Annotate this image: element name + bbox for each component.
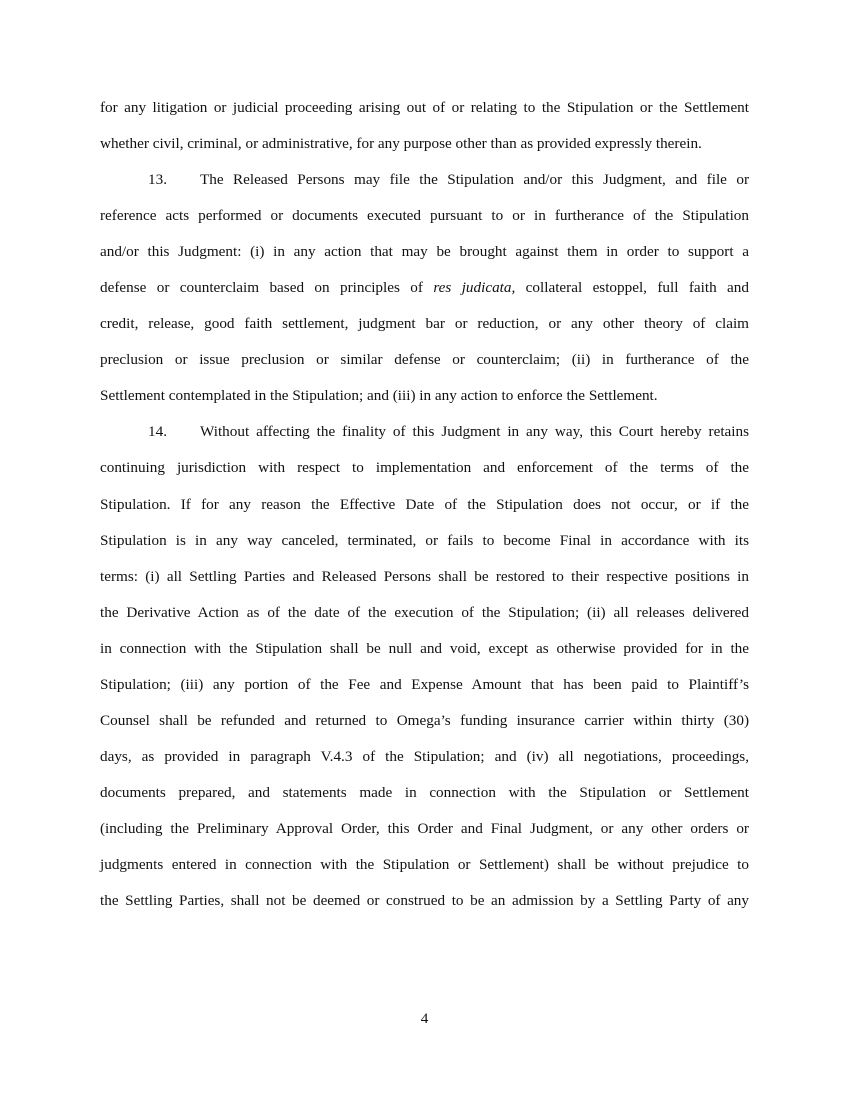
text-line: (including the Preliminary Approval Order, this Order and Final Judgment, or any other orders or [100, 819, 749, 837]
text-line: Counsel shall be refunded and returned to Omega’s funding insurance carrier within thirty (30) [100, 711, 749, 729]
text-line-with-italic [100, 273, 749, 309]
text-line: whether civil, criminal, or administrative, for any purpose other than as provided expressly therein. [100, 135, 702, 153]
text-span: The Released Persons may file the Stipulation and/or this Judgment, and file or [200, 171, 749, 189]
text-line: and/or this Judgment: (i) in any action that may be brought against them in order to support a [100, 243, 749, 261]
text-line: for any litigation or judicial proceeding arising out of or relating to the Stipulation or the Settlement [100, 99, 749, 116]
paragraph-14-first-line [100, 417, 749, 453]
text-line: judgments entered in connection with the Stipulation or Settlement) shall be without prejudice to [100, 855, 749, 873]
paragraph-14-number: 14. [148, 423, 167, 441]
document-page [100, 93, 749, 922]
text-line: Settlement contemplated in the Stipulation; and (iii) in any action to enforce the Settlement. [100, 387, 658, 405]
page-number: 4 [420, 1010, 429, 1027]
text-line: the Settling Parties, shall not be deemed or construed to be an admission by a Settling Party of any [100, 892, 749, 910]
text-span: Without affecting the finality of this Judgment in any way, this Court hereby retains [200, 423, 749, 441]
text-line: Stipulation is in any way canceled, terminated, or fails to become Final in accordance with its [100, 531, 749, 549]
text-span: collateral estoppel, full faith and [515, 279, 749, 297]
italic-term-res-judicata: res judicata, [433, 279, 516, 297]
text-line: the Derivative Action as of the date of the execution of the Stipulation; (ii) all releases delivered [100, 603, 749, 621]
text-line: days, as provided in paragraph V.4.3 of the Stipulation; and (iv) all negotiations, proceedings, [100, 747, 749, 765]
text-line: continuing jurisdiction with respect to implementation and enforcement of the terms of the [100, 459, 749, 477]
text-line: reference acts performed or documents executed pursuant to or in furtherance of the Stipulation [100, 207, 749, 225]
text-line: Stipulation; (iii) any portion of the Fee and Expense Amount that has been paid to Plaintiff’s [100, 675, 749, 693]
text-line: documents prepared, and statements made in connection with the Stipulation or Settlement [100, 783, 749, 801]
text-line: credit, release, good faith settlement, judgment bar or reduction, or any other theory of claim [100, 315, 749, 333]
text-line: preclusion or issue preclusion or similar defense or counterclaim; (ii) in furtherance of the [100, 351, 749, 369]
text-span: defense or counterclaim based on principles of [100, 279, 434, 297]
paragraph-13-first-line [100, 165, 749, 201]
text-line: terms: (i) all Settling Parties and Released Persons shall be restored to their respective positions in [100, 567, 749, 585]
paragraph-13-number: 13. [148, 171, 167, 189]
text-line: Stipulation. If for any reason the Effective Date of the Stipulation does not occur, or if the [100, 495, 749, 513]
text-line: in connection with the Stipulation shall be null and void, except as otherwise provided for in the [100, 639, 749, 657]
